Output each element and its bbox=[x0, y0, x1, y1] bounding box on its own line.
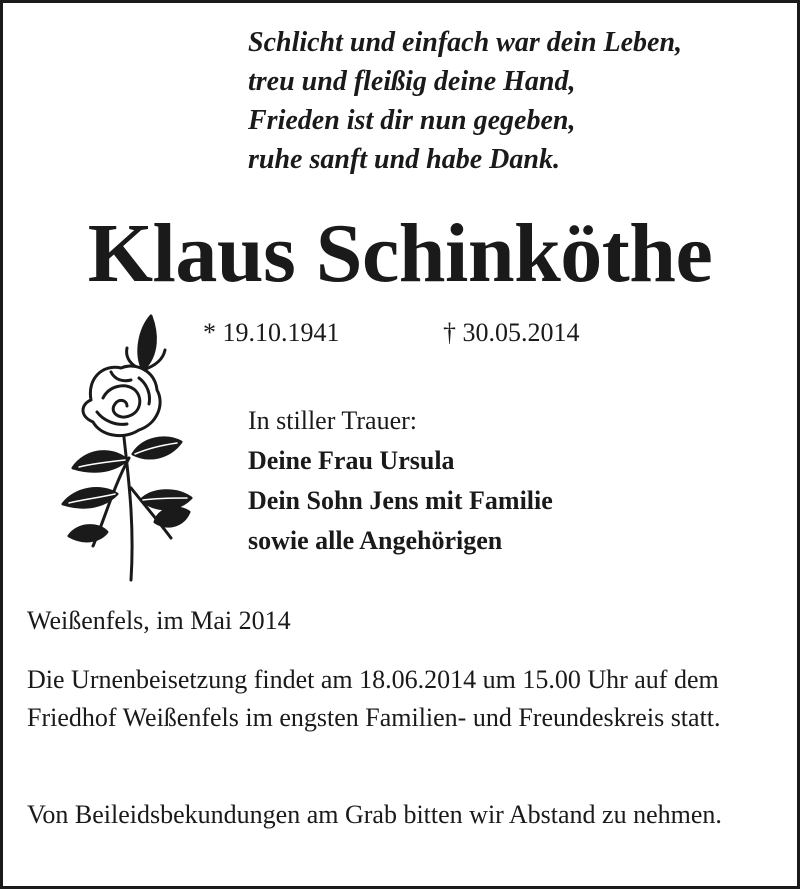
mourner-line: Deine Frau Ursula bbox=[248, 446, 455, 475]
mourning-header: In stiller Trauer: bbox=[248, 406, 417, 435]
memorial-poem bbox=[248, 23, 682, 179]
condolence-note: Von Beileidsbekundungen am Grab bitten wir Abstand zu nehmen. bbox=[27, 800, 722, 829]
mourners-block bbox=[248, 401, 553, 561]
poem-line: Frieden ist dir nun gegeben, bbox=[248, 105, 576, 136]
deceased-name: Klaus Schinköthe bbox=[87, 207, 713, 300]
poem-line: Schlicht und einfach war dein Leben, bbox=[248, 27, 683, 58]
burial-info: Die Urnenbeisetzung findet am 18.06.2014 um 15.00 Uhr auf dem Friedhof Weißenfels im engsten Familien- und Freundeskreis statt. bbox=[27, 665, 721, 732]
poem-line: ruhe sanft und habe Dank. bbox=[248, 144, 560, 175]
rose-icon bbox=[31, 308, 201, 586]
poem-line: treu und fleißig deine Hand, bbox=[248, 66, 576, 97]
death-date: † 30.05.2014 bbox=[443, 318, 580, 347]
place-date: Weißenfels, im Mai 2014 bbox=[27, 606, 291, 635]
birth-date: * 19.10.1941 bbox=[203, 318, 340, 347]
mourner-line: sowie alle Angehörigen bbox=[248, 526, 503, 555]
mourner-line: Dein Sohn Jens mit Familie bbox=[248, 486, 553, 515]
